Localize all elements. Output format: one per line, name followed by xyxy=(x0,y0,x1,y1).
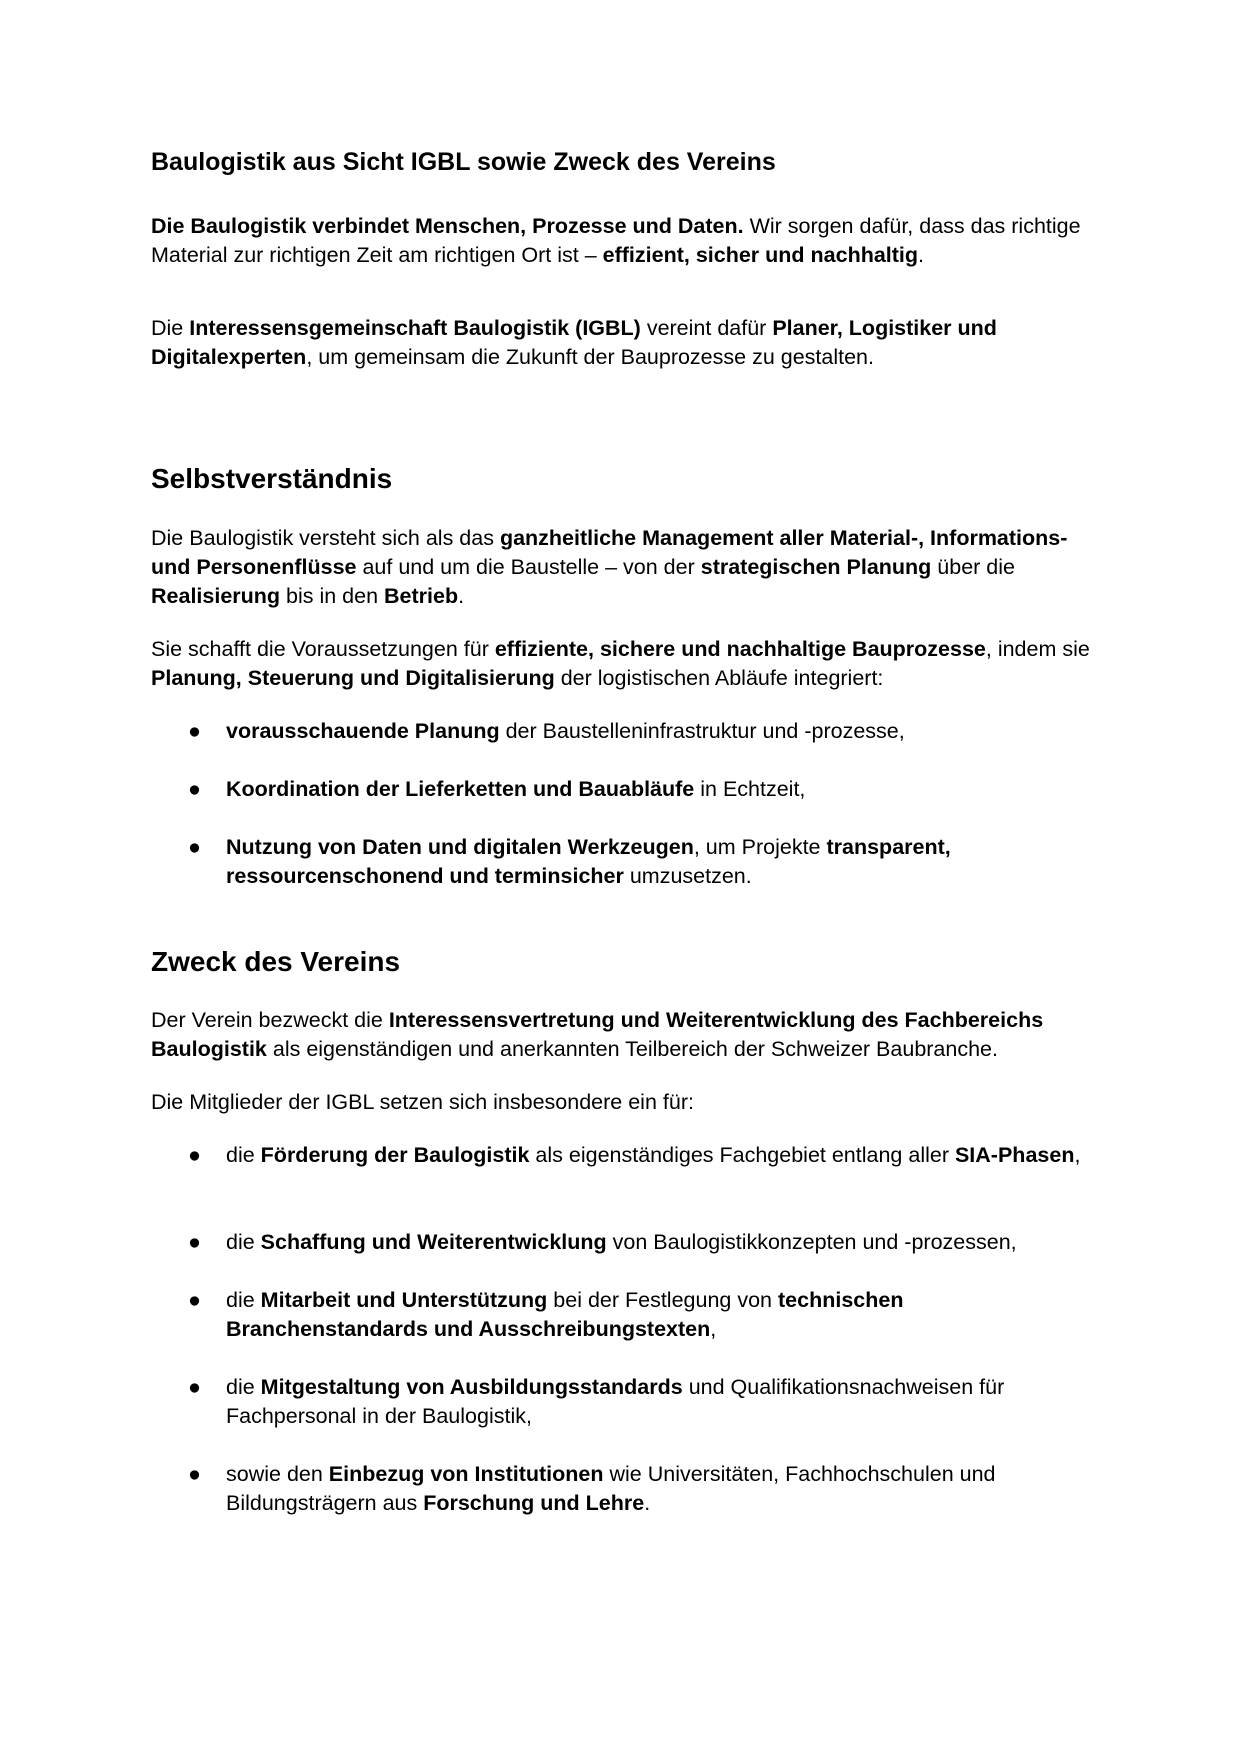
bullet-icon: ● xyxy=(188,835,201,859)
bullet-icon: ● xyxy=(188,719,201,743)
bullet-icon: ● xyxy=(188,777,201,801)
heading-selbstverstaendnis: Selbstverständnis xyxy=(151,463,393,494)
zweck-paragraph-2: Die Mitglieder der IGBL setzen sich insbesondere ein für: xyxy=(151,1090,694,1114)
heading-zweck: Zweck des Vereins xyxy=(151,946,401,977)
intro-paragraph-2: Die Interessensgemeinschaft Baulogistik (IGBL) vereint dafür Planer, Logistiker und Digitalexperten, um gemeinsam die Zukunft der Bauprozesse zu gestalten. xyxy=(151,316,997,369)
document-title: Baulogistik aus Sicht IGBL sowie Zweck des Vereins xyxy=(151,148,776,176)
bullet-icon: ● xyxy=(188,1288,201,1312)
bullet-icon: ● xyxy=(188,1462,201,1486)
bullet-icon: ● xyxy=(188,1143,201,1167)
document-page: Baulogistik aus Sicht IGBL sowie Zweck des Vereins Die Baulogistik verbindet Menschen, Prozesse und Daten. Wir sorgen dafür, dass das richtige Material zur richtigen Zeit am richtigen Ort ist – effizient, sicher und nachhaltig. Die Interessensgemeinschaft Baulogistik (IGBL) vereint dafür Planer, Logistiker und Digitalexperten, um gemeinsam die Zukunft der Bauprozesse zu gestalten. Selbstverständnis Die Baulogistik versteht sich als das ganzheitliche Management aller Material-, Informations- und Personenflüsse auf und um die Baustelle – von der strategischen Planung über die Realisierung bis in den Betrieb. Sie schafft die Voraussetzungen für effiziente, sichere und nachhaltige Bauprozesse, indem sie Planung, Steuerung und Digitalisierung der logistischen Abläufe integriert: ● vorausschauende Planung der Baustelleninfrastruktur und -prozesse, ● Koordination der Lieferketten und Bauabläufe in Echtzeit, ● Nutzung von Daten und digitalen Werkzeugen, um Projekte transparent, ressourcenschonend und terminsicher umzusetzen. Zweck des Vereins Der Verein bezweckt die Interessensvertretung und Weiterentwicklung des Fachbereichs Baulogistik als eigenständigen und anerkannten Teilbereich der Schweizer Baubranche. Die Mitglieder der IGBL setzen sich insbesondere ein für: ● die Förderung der Baulogistik als eigenständiges Fachgebiet entlang aller SIA-Phasen, ● die Schaffung und Weiterentwicklung von Baulogistikkonzepten und -prozessen, ● die Mitarbeit und Unterstützung bei der Festlegung von technischen Branchenstandards und Ausschreibungstexten, ● die Mitgestaltung von Ausbildungsstandards und Qualifikationsnachweisen für Fachpersonal in der Baulogistik, ● sowie den Einbezug von Institutionen wie Universitäten, Fachhochschulen und Bildungsträgern aus Forschung und Lehre. xyxy=(151,148,1090,1515)
zweck-paragraph-1: Der Verein bezweckt die Interessensvertretung und Weiterentwicklung des Fachbereichs Baulogistik als eigenständigen und anerkannten Teilbereich der Schweizer Baubranche. xyxy=(151,1008,1044,1061)
bullet-icon: ● xyxy=(188,1230,201,1254)
selbst-paragraph-2: Sie schafft die Voraussetzungen für effiziente, sichere und nachhaltige Bauprozesse, indem sie Planung, Steuerung und Digitalisierung der logistischen Abläufe integriert: xyxy=(151,637,1090,690)
selbst-paragraph-1: Die Baulogistik versteht sich als das ganzheitliche Management aller Material-, Informations- und Personenflüsse auf und um die Baustelle – von der strategischen Planung über die Realisierung bis in den Betrieb. xyxy=(151,526,1068,608)
bullet-icon: ● xyxy=(188,1375,201,1399)
intro-paragraph-1: Die Baulogistik verbindet Menschen, Prozesse und Daten. Wir sorgen dafür, dass das richtige Material zur richtigen Zeit am richtigen Ort ist – effizient, sicher und nachhaltig. xyxy=(151,214,1081,267)
